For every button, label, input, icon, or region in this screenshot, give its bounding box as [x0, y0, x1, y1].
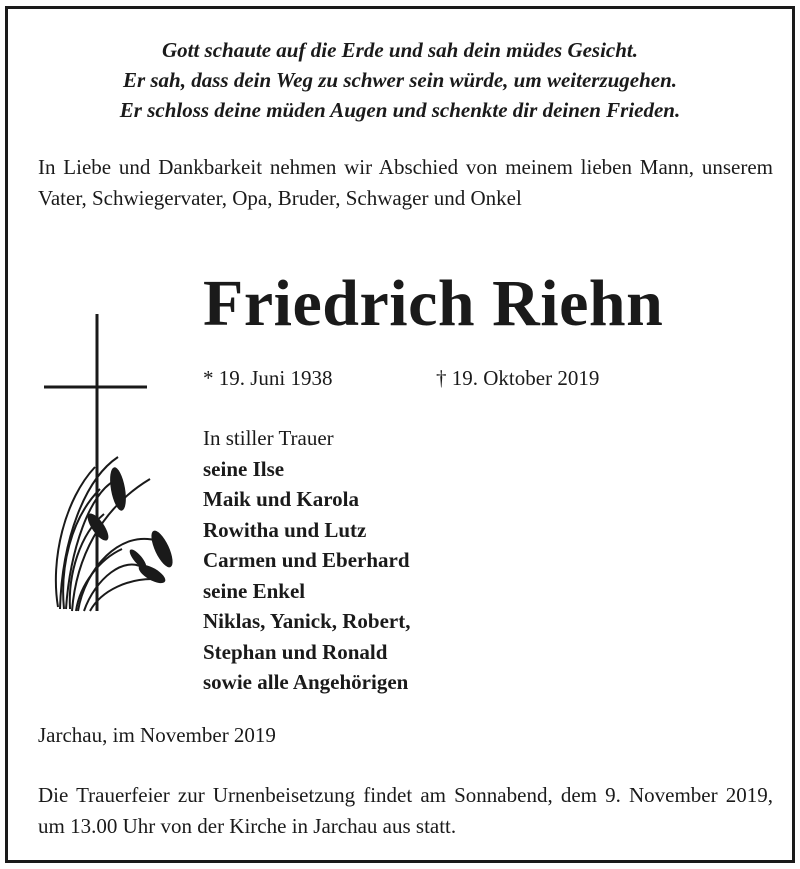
birth-date: * 19. Juni 1938	[203, 366, 333, 390]
mourner-line: Maik und Karola	[203, 487, 359, 511]
deceased-name: Friedrich Riehn	[203, 267, 664, 340]
mourner-line: Rowitha und Lutz	[203, 517, 367, 542]
mourner-line: Niklas, Yanick, Robert,	[203, 609, 411, 633]
mourners-heading: In stiller Trauer	[203, 426, 334, 450]
funeral-notice: Die Trauerfeier zur Urnenbeisetzung findet am Sonnabend, dem 9. November 2019, um 13.00 Uhr von der Kirche in Jarchau aus statt.	[38, 783, 773, 838]
death-date: † 19. Oktober 2019	[436, 366, 600, 390]
mourner-line: Stephan und Ronald	[203, 639, 388, 664]
cross-with-reeds-icon	[40, 309, 190, 619]
place-date: Jarchau, im November 2019	[38, 723, 276, 747]
poem	[8, 35, 792, 125]
mourner-line: sowie alle Angehörigen	[203, 670, 409, 694]
mourner-line: seine Enkel	[203, 578, 306, 603]
poem-line: Gott schaute auf die Erde und sah dein müdes Gesicht.	[161, 38, 639, 62]
poem-line: Er schloss deine müden Augen und schenkte dir deinen Frieden.	[119, 98, 681, 122]
intro-text: In Liebe und Dankbarkeit nehmen wir Abschied von meinem lieben Mann, unserem Vater, Schwiegervater, Opa, Bruder, Schwager und Onkel	[38, 155, 773, 210]
obituary-frame	[5, 6, 795, 863]
mourners-list	[203, 423, 411, 698]
mourner-line: Carmen und Eberhard	[203, 548, 410, 572]
mourner-line: seine Ilse	[203, 456, 285, 481]
poem-line: Er sah, dass dein Weg zu schwer sein würde, um weiterzugehen.	[122, 68, 678, 92]
